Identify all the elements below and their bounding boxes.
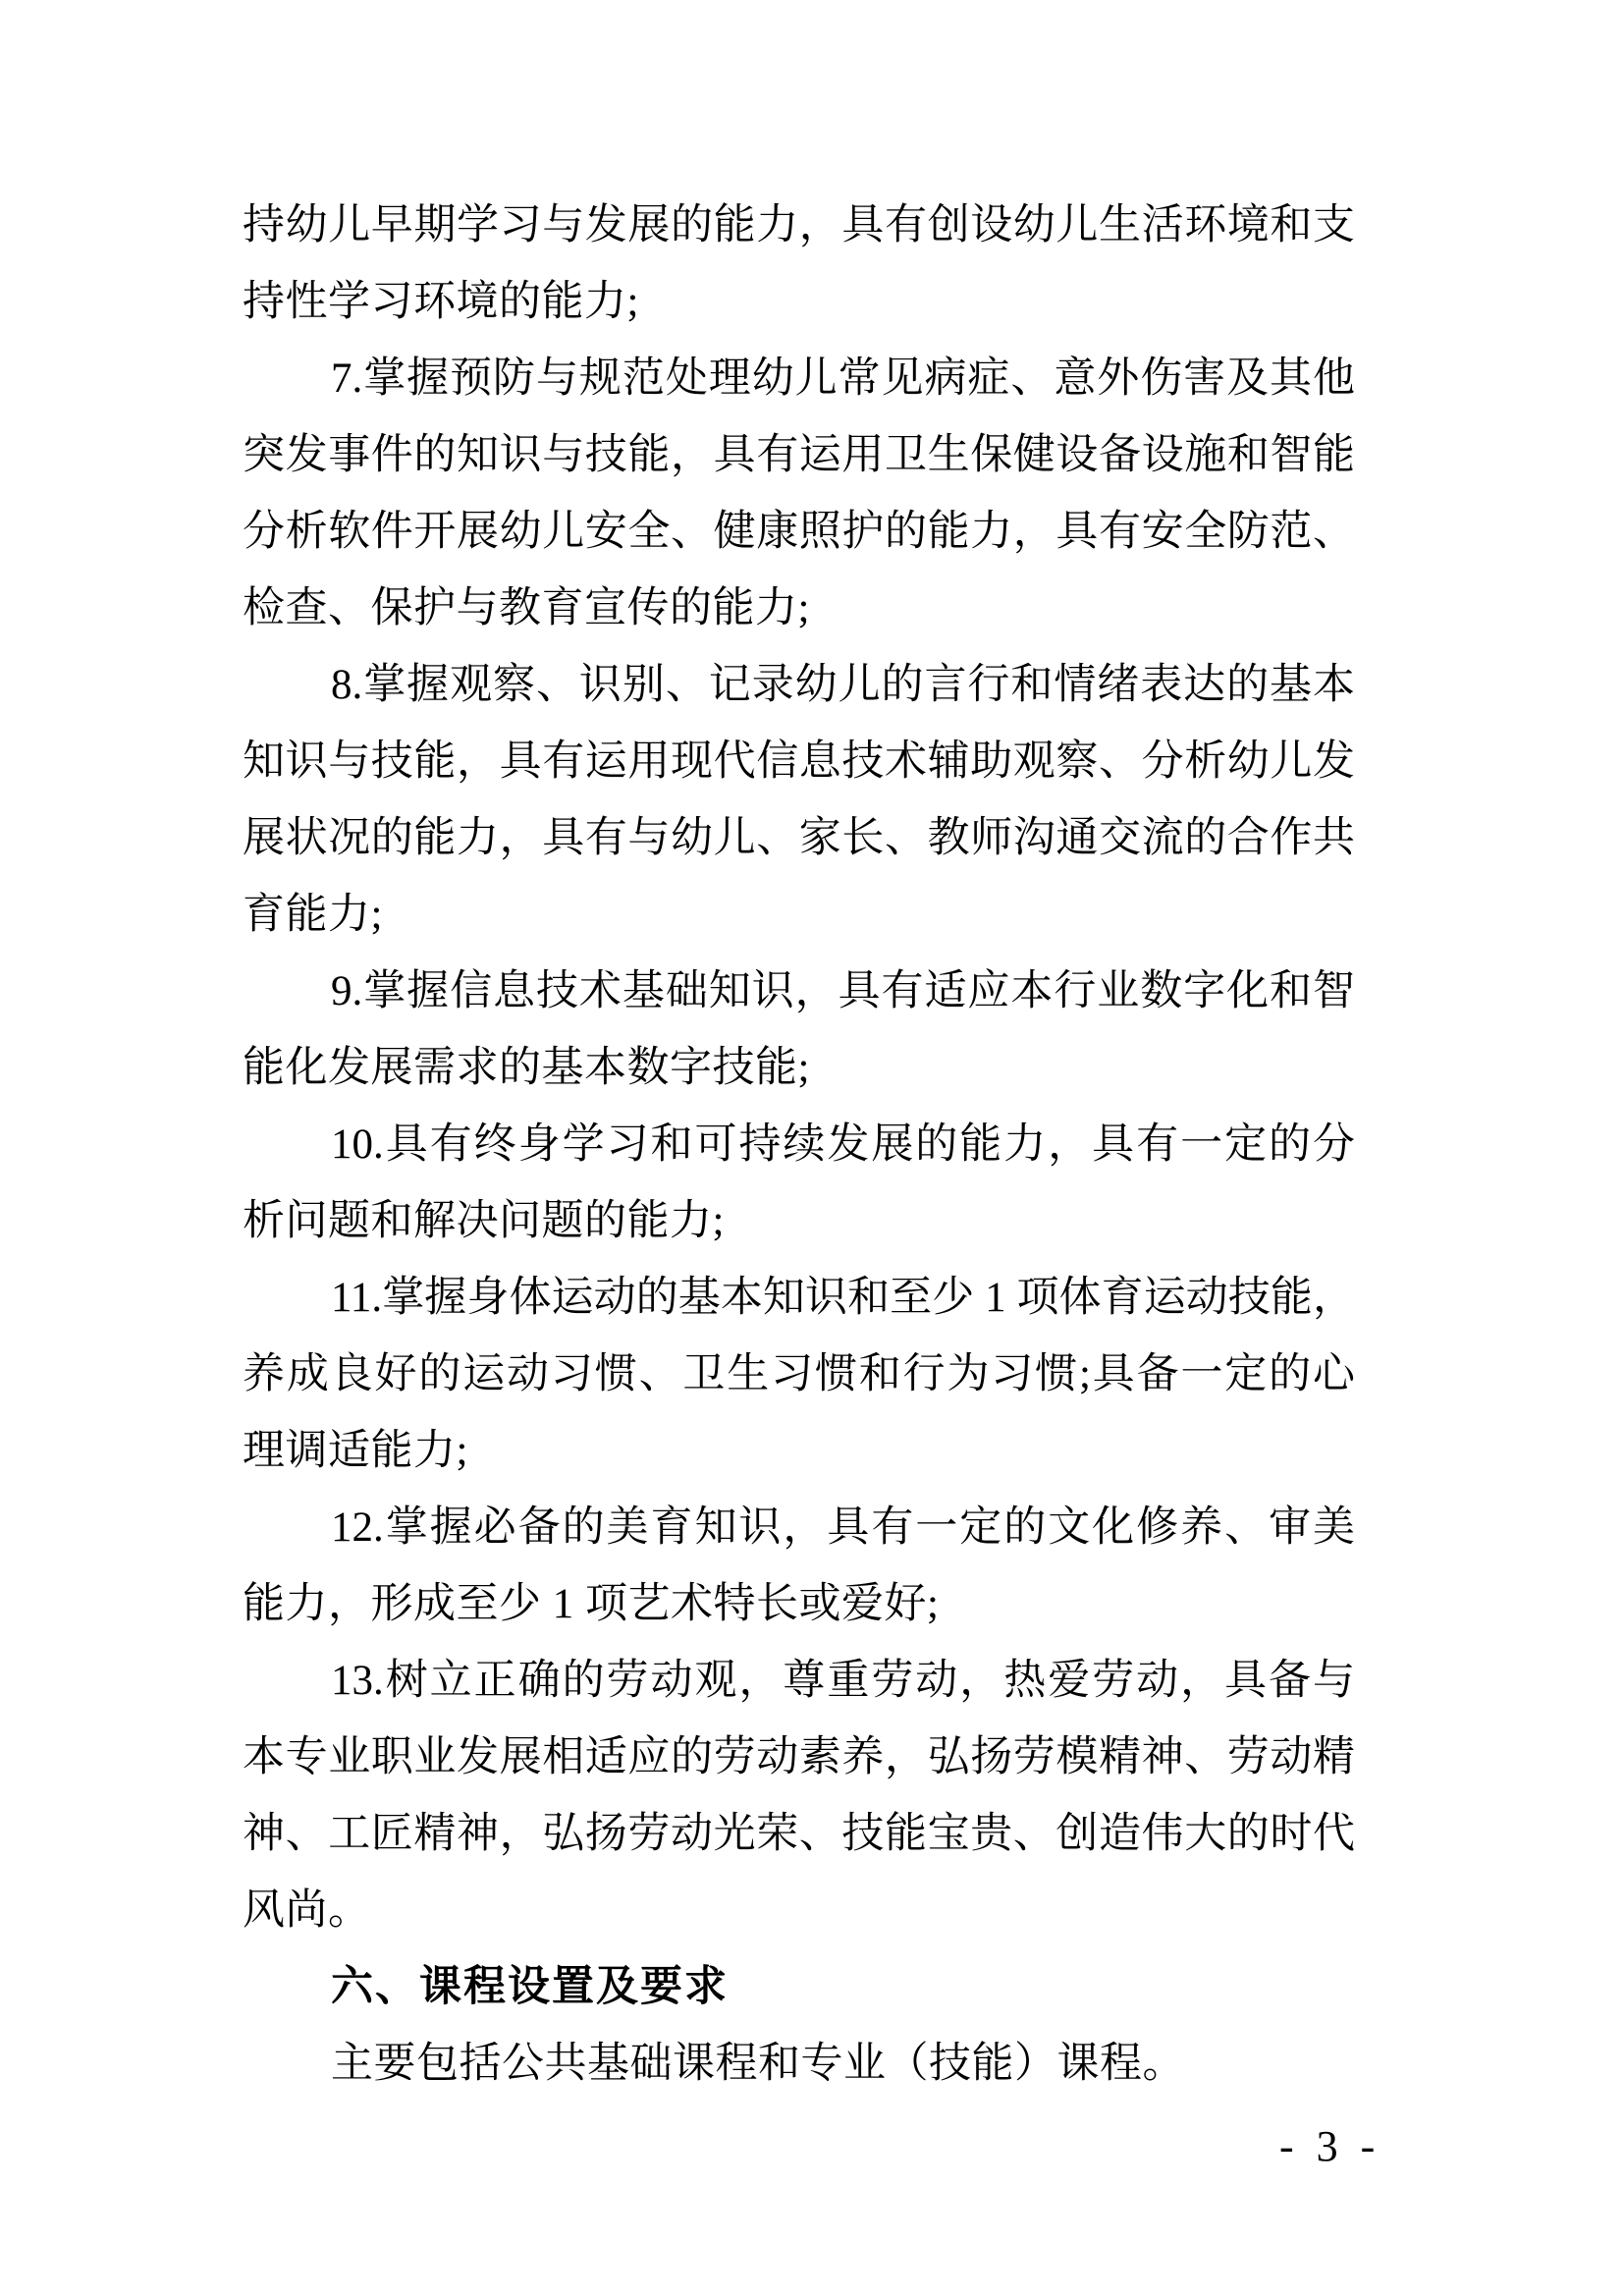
page-number: - 3 - <box>1279 2122 1381 2170</box>
text-line: 13.树立正确的劳动观，尊重劳动，热爱劳动，具备与 <box>331 1658 1355 1704</box>
text-line: 7.掌握预防与规范处理幼儿常见病症、意外伤害及其他 <box>331 355 1355 402</box>
text-line: 持性学习环境的能力; <box>243 279 639 325</box>
text-line: 风尚。 <box>243 1887 371 1934</box>
text-line: 10.具有终身学习和可持续发展的能力，具有一定的分 <box>331 1121 1355 1168</box>
text-line: 突发事件的知识与技能，具有运用卫生保健设备设施和智能 <box>243 432 1355 478</box>
document-text-block <box>243 188 1355 2103</box>
section-heading: 六、课程设置及要求 <box>331 1964 729 2010</box>
text-line: 本专业职业发展相适应的劳动素养，弘扬劳模精神、劳动精 <box>243 1734 1355 1780</box>
text-line: 展状况的能力，具有与幼儿、家长、教师沟通交流的合作共 <box>243 815 1355 861</box>
text-line: 分析软件开展幼儿安全、健康照护的能力，具有安全防范、 <box>243 509 1355 555</box>
text-line: 12.掌握必备的美育知识，具有一定的文化修养、审美 <box>331 1504 1355 1551</box>
text-line: 检查、保护与教育宣传的能力; <box>243 585 810 631</box>
text-line: 能力，形成至少 1 项艺术特长或爱好; <box>243 1581 940 1627</box>
text-line: 持幼儿早期学习与发展的能力，具有创设幼儿生活环境和支 <box>243 202 1355 248</box>
text-line: 主要包括公共基础课程和专业（技能）课程。 <box>331 2041 1185 2087</box>
text-line: 析问题和解决问题的能力; <box>243 1198 725 1244</box>
text-line: 育能力; <box>243 892 383 938</box>
text-line: 9.掌握信息技术基础知识，具有适应本行业数字化和智 <box>331 968 1355 1014</box>
text-line: 养成良好的运动习惯、卫生习惯和行为习惯;具备一定的心 <box>243 1351 1355 1397</box>
text-line: 8.掌握观察、识别、记录幼儿的言行和情绪表达的基本 <box>331 662 1355 708</box>
text-line: 知识与技能，具有运用现代信息技术辅助观察、分析幼儿发 <box>243 738 1355 785</box>
text-line: 能化发展需求的基本数字技能; <box>243 1045 810 1091</box>
text-line: 理调适能力; <box>243 1428 468 1474</box>
text-line: 神、工匠精神，弘扬劳动光荣、技能宝贵、创造伟大的时代 <box>243 1811 1355 1857</box>
text-line: 11.掌握身体运动的基本知识和至少 1 项体育运动技能， <box>331 1275 1355 1321</box>
